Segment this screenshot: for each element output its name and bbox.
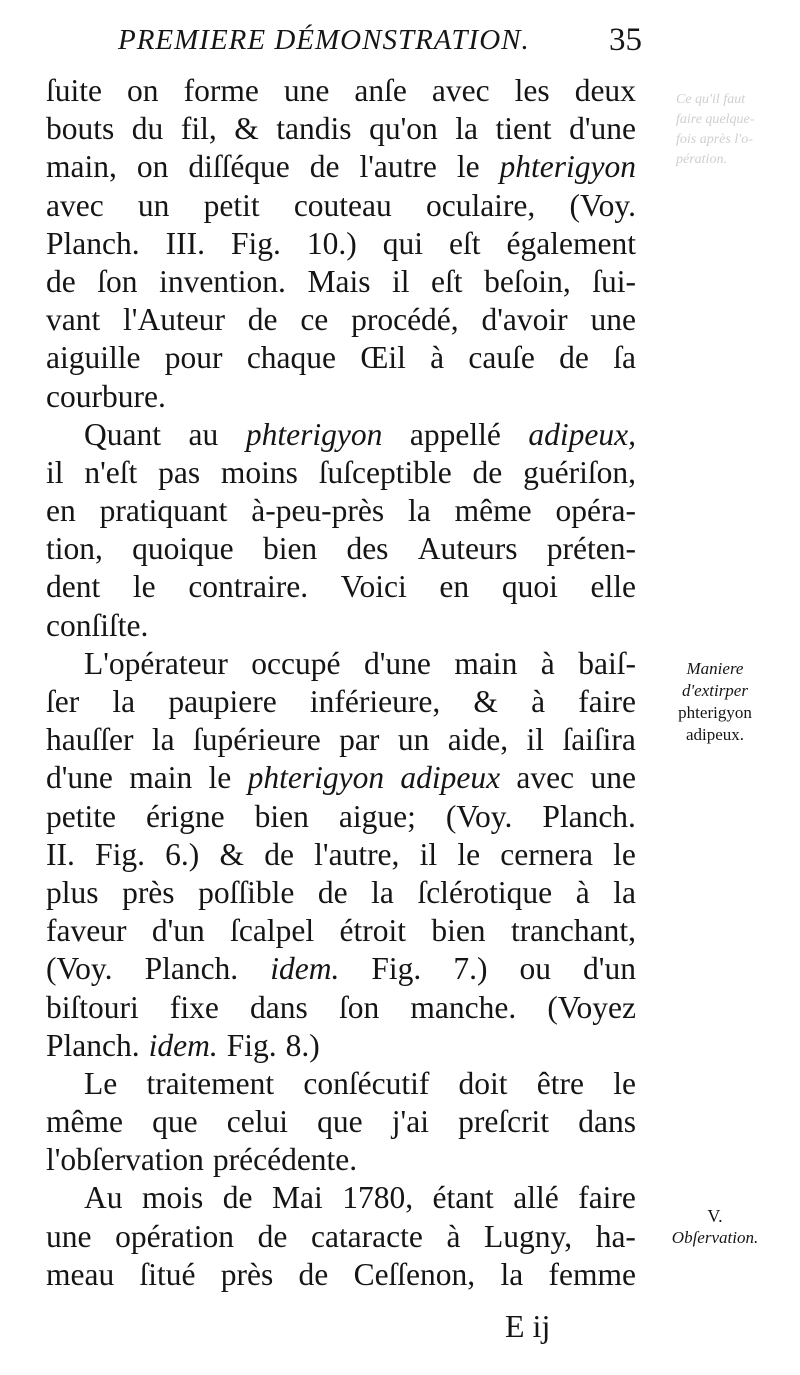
word: quoi <box>501 569 558 605</box>
word: Au <box>84 1180 123 1216</box>
word: Auteurs <box>417 531 518 567</box>
word: de <box>317 874 348 910</box>
word: de <box>46 263 76 299</box>
margin-note-maniere <box>655 658 775 746</box>
word: préten- <box>546 531 636 567</box>
text-line <box>46 1027 636 1065</box>
word: la <box>151 722 175 758</box>
margin-note-line: adipeux. <box>685 725 745 744</box>
word: beſoin, <box>484 263 571 299</box>
word: érigne <box>145 798 225 834</box>
word: faveur <box>46 913 127 949</box>
word: plus <box>46 874 99 910</box>
text-line <box>46 454 636 492</box>
word: de <box>264 836 294 872</box>
word: à <box>575 874 590 910</box>
word: d'une <box>569 111 636 147</box>
word: Planch. <box>144 951 239 987</box>
word: paupiere <box>168 684 277 719</box>
word: poſſible <box>198 874 295 910</box>
word: d'un <box>151 913 205 949</box>
word: ou <box>519 951 551 987</box>
word: étroit <box>339 913 406 949</box>
ghost-line: Ce qu'il faut <box>676 92 746 107</box>
word: près <box>220 1256 274 1292</box>
text-line <box>46 912 636 950</box>
word: doit <box>458 1065 508 1101</box>
text-line <box>46 798 636 836</box>
word: conſécutif <box>303 1065 430 1101</box>
word: tient <box>495 111 552 147</box>
text-line <box>46 607 636 645</box>
word: phterigyon <box>247 760 385 796</box>
word: il <box>46 454 64 490</box>
word: il <box>526 722 545 758</box>
word: main <box>454 645 518 681</box>
word: n'eſt <box>84 454 138 490</box>
word: avec <box>516 760 575 796</box>
margin-note-line: d'extirper <box>682 681 748 700</box>
word: & <box>234 111 259 147</box>
word: le <box>456 149 480 185</box>
text-line <box>46 1103 636 1141</box>
word: vant <box>46 302 101 338</box>
text-line <box>46 263 636 301</box>
word: les <box>514 73 550 108</box>
text-line <box>46 989 636 1027</box>
margin-note-line: Maniere <box>686 659 744 678</box>
word: petit <box>203 187 260 223</box>
word: oculaire, <box>425 187 536 223</box>
word: preſcrit <box>458 1104 550 1140</box>
word: l'obſervation <box>46 1142 204 1178</box>
word: couteau <box>293 187 392 223</box>
text-line <box>46 1141 636 1179</box>
word: Ceſſenon, <box>353 1256 476 1292</box>
word: à-peu-près <box>251 493 385 529</box>
word: une <box>283 73 330 108</box>
word: phterigyon <box>245 416 383 452</box>
word: l'autre, <box>314 836 400 872</box>
word: Mais <box>307 263 371 299</box>
word: idem. <box>148 1027 218 1063</box>
word: d'un <box>583 951 636 987</box>
word: on <box>136 149 169 185</box>
word: guériſon, <box>523 454 636 490</box>
word: ſuſceptible <box>318 454 452 490</box>
word: conſiſte. <box>46 607 149 643</box>
word: de <box>559 340 589 376</box>
word: de <box>247 302 278 338</box>
body-text <box>46 72 636 1294</box>
word: un <box>137 187 170 223</box>
word: une <box>590 760 636 796</box>
word: le <box>457 836 481 872</box>
word: chaque <box>246 340 337 376</box>
word: Fig. <box>95 836 145 872</box>
word: le <box>132 569 156 605</box>
text-line <box>46 416 636 454</box>
word: étant <box>432 1180 494 1216</box>
word: Voici <box>340 569 407 605</box>
text-line <box>46 759 636 797</box>
text-line <box>46 378 636 416</box>
word: aide, <box>447 722 509 758</box>
word: manche. <box>410 989 517 1025</box>
text-line <box>46 874 636 912</box>
word: ſcalpel <box>230 913 315 949</box>
text-line <box>46 683 636 721</box>
word: que <box>152 1104 198 1140</box>
word: eſt <box>431 263 463 299</box>
word: femme <box>548 1256 636 1292</box>
word: main, <box>46 149 117 185</box>
word: au <box>188 416 219 452</box>
word: Planch. <box>542 798 636 834</box>
word: on <box>127 73 159 108</box>
text-line <box>46 1256 636 1294</box>
word: en <box>439 569 470 605</box>
word: du <box>131 111 164 147</box>
word: le <box>208 760 232 796</box>
word: (Voy. <box>569 187 636 223</box>
text-line <box>46 187 636 225</box>
word: d'une <box>363 645 431 681</box>
text-line <box>46 645 636 683</box>
word: forme <box>183 73 259 108</box>
word: l'Auteur <box>123 302 225 338</box>
word: Œil <box>360 340 406 376</box>
word: dans <box>250 989 308 1025</box>
signature-mark: E ij <box>505 1308 551 1344</box>
word: adipeux <box>400 760 501 796</box>
word: également <box>506 225 636 261</box>
word: ha- <box>595 1218 636 1254</box>
word: Planch. <box>46 225 140 261</box>
word: diſſéque <box>188 149 290 185</box>
running-header <box>118 18 648 68</box>
word: tandis <box>276 111 352 147</box>
word: petite <box>46 798 116 834</box>
word: biſtouri <box>46 989 139 1025</box>
margin-note-line: phterigyon <box>678 703 752 722</box>
text-line <box>46 339 636 377</box>
word: mois <box>141 1180 204 1216</box>
word: cataracte <box>310 1218 423 1254</box>
word: ſon <box>97 263 138 299</box>
word: appellé <box>409 416 501 452</box>
word: la <box>455 111 479 147</box>
word: ſa <box>613 340 636 376</box>
word: & <box>219 836 245 872</box>
word: il <box>419 836 438 872</box>
word: à <box>446 1218 461 1254</box>
ghost-line: fois après l'o- <box>676 132 753 147</box>
word: une <box>590 302 636 338</box>
word: moins <box>220 454 298 490</box>
ghost-line: pération. <box>676 152 727 167</box>
word: Fig. <box>226 1027 277 1063</box>
word: que <box>317 1104 363 1140</box>
word: ſitué <box>139 1256 196 1292</box>
text-line <box>46 530 636 568</box>
word: la <box>112 684 136 719</box>
word: bien <box>254 798 309 834</box>
word: il <box>392 263 410 299</box>
text-line <box>46 110 636 148</box>
word: ſclérotique <box>417 874 553 910</box>
word: baiſ- <box>578 645 636 681</box>
word: aiguille <box>46 340 141 376</box>
text-line <box>46 721 636 759</box>
word: tion, <box>46 531 103 567</box>
text-line <box>46 148 636 186</box>
word: l'autre <box>359 149 437 185</box>
word: quoique <box>132 531 234 567</box>
word: hauſſer <box>46 722 134 758</box>
text-line <box>46 1065 636 1103</box>
text-line <box>46 568 636 606</box>
word: d'une <box>46 760 113 796</box>
word: être <box>536 1065 584 1101</box>
word: bien <box>262 531 318 567</box>
text-line <box>46 1218 636 1256</box>
word: deux <box>574 73 636 108</box>
word: dent <box>46 569 101 605</box>
word: celui <box>226 1104 288 1140</box>
word: aigue; <box>338 798 416 834</box>
word: cauſe <box>468 340 535 376</box>
word: une <box>46 1218 92 1254</box>
word: par <box>339 722 380 758</box>
word: qui <box>382 225 424 261</box>
word: de <box>472 454 503 490</box>
word: la <box>500 1256 524 1292</box>
word: fil, <box>180 111 217 147</box>
word: II. <box>46 836 75 872</box>
word: Fig. <box>371 951 422 987</box>
word: ſaiſira <box>562 722 636 758</box>
text-line <box>46 301 636 339</box>
word: (Voyez <box>547 989 636 1025</box>
word: pas <box>158 454 201 490</box>
margin-note-line: V. <box>707 1206 723 1226</box>
text-line <box>46 836 636 874</box>
word: elle <box>590 569 636 605</box>
word: précédente. <box>212 1142 358 1178</box>
word: ſupérieure <box>193 722 321 758</box>
word: contraire. <box>188 569 309 605</box>
word: à <box>430 340 445 376</box>
word: Lugny, <box>484 1218 573 1254</box>
word: L'opérateur <box>84 645 228 681</box>
word: de <box>298 1256 329 1292</box>
word: traitement <box>146 1065 275 1101</box>
word: (Voy. <box>46 951 113 987</box>
word: même <box>454 493 532 529</box>
word: cernera <box>500 836 593 872</box>
word: faire <box>578 684 636 719</box>
text-line <box>46 1179 636 1217</box>
word: la <box>371 874 394 910</box>
text-line <box>46 225 636 263</box>
word: Fig. <box>230 225 281 261</box>
ghost-line: faire quelque- <box>676 112 755 127</box>
word: de <box>309 149 340 185</box>
word: fixe <box>169 989 219 1025</box>
word: ſui- <box>592 263 636 299</box>
word: anſe <box>354 73 407 108</box>
word: la <box>613 874 636 910</box>
word: Mai <box>271 1180 323 1216</box>
word: 7.) <box>453 951 488 987</box>
word: qu'on <box>369 111 438 147</box>
word: bien <box>431 913 486 949</box>
word: 8.) <box>285 1027 320 1063</box>
word: Quant <box>84 416 161 452</box>
margin-note-observation <box>655 1205 775 1249</box>
word: ſon <box>338 989 380 1025</box>
word: main <box>129 760 193 796</box>
word: Planch. <box>46 1027 140 1063</box>
word: III. <box>165 225 205 261</box>
word: procédé, <box>351 302 459 338</box>
word: tranchant, <box>510 913 636 949</box>
word: ſuite <box>46 73 102 108</box>
text-line <box>46 72 636 110</box>
word: eſt <box>449 225 481 261</box>
word: 10.) <box>306 225 357 261</box>
word: la <box>408 493 431 529</box>
word: allé <box>513 1180 559 1216</box>
word: des <box>346 531 389 567</box>
word: même <box>46 1104 123 1140</box>
text-line <box>46 492 636 530</box>
word: de <box>257 1218 288 1254</box>
page-number: 35 <box>609 22 642 58</box>
word: 6.) <box>165 836 200 872</box>
word: ſer <box>46 684 80 719</box>
word: courbure. <box>46 378 166 414</box>
word: bouts <box>46 111 115 147</box>
word: (Voy. <box>445 798 513 834</box>
word: le <box>613 836 636 872</box>
word: dans <box>578 1104 636 1140</box>
word: opéra- <box>555 493 636 529</box>
word: inférieure, <box>309 684 441 719</box>
word: phterigyon <box>499 149 636 185</box>
word: & <box>473 684 498 719</box>
word: occupé <box>251 645 341 681</box>
word: pour <box>164 340 223 376</box>
word: de <box>222 1180 253 1216</box>
word: j'ai <box>391 1104 429 1140</box>
word: pratiquant <box>99 493 228 529</box>
word: faire <box>578 1180 636 1216</box>
word: d'avoir <box>481 302 568 338</box>
margin-note-line: Obſervation. <box>671 1228 759 1247</box>
word: adipeux, <box>528 416 636 452</box>
word: avec <box>431 73 490 108</box>
word: à <box>531 684 546 719</box>
word: Le <box>84 1065 118 1101</box>
word: un <box>397 722 430 758</box>
header-title: PREMIERE DÉMONSTRATION. <box>118 24 530 56</box>
word: ce <box>300 302 329 338</box>
text-line <box>46 950 636 988</box>
word: avec <box>46 187 104 223</box>
word: à <box>540 645 555 681</box>
bleed-through-note <box>676 90 786 170</box>
word: en <box>46 493 76 529</box>
word: le <box>613 1065 636 1101</box>
word: 1780, <box>342 1180 414 1216</box>
word: près <box>122 874 175 910</box>
word: meau <box>46 1256 115 1292</box>
word: idem. <box>270 951 340 987</box>
word: opération <box>115 1218 235 1254</box>
word: invention. <box>159 263 286 299</box>
